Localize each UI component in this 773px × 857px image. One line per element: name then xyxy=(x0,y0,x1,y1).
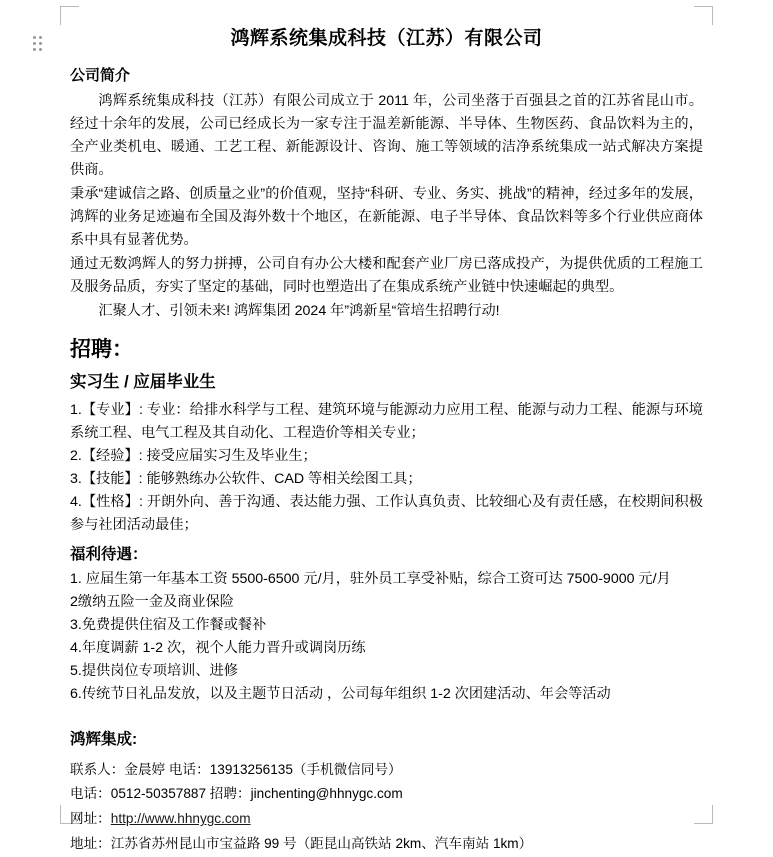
contact-address-line: 地址：江苏省苏州昆山市宝益路 99 号（距昆山高铁站 2km、汽车南站 1km） xyxy=(70,835,533,851)
benefit-item: 1. 应届生第一年基本工资 5500-6500 元/月，驻外员工享受补贴，综合工资可达 7500-9000 元/月 xyxy=(70,571,671,588)
document-content xyxy=(70,26,703,857)
benefit-item: 4.年度调薪 1-2 次，视个人能力晋升或调岗历练 xyxy=(70,640,366,657)
page-title: 鸿辉系统集成科技（江苏）有限公司 xyxy=(230,28,543,49)
page-corner-mark-top-left xyxy=(60,6,79,25)
contact-person-line: 联系人：金晨婷 电话：13913256135（手机微信同号） xyxy=(70,761,402,777)
contact-website-line xyxy=(70,807,703,832)
benefit-item: 2缴纳五险一金及商业保险 xyxy=(70,594,234,611)
requirement-item: 3.【技能】: 能够熟练办公软件、CAD 等相关绘图工具； xyxy=(70,471,422,488)
benefit-item: 5.提供岗位专项培训、进修 xyxy=(70,663,238,680)
intro-paragraph: 鸿辉系统集成科技（江苏）有限公司成立于 2011 年，公司坐落于百强县之首的江苏省昆山市。经过十余年的发展，公司已经成长为一家专注于温差新能源、半导体、生物医药、食品饮料为主的，全产业类机电、暖通、工艺工程、新能源设计、咨询、施工等领域的洁净系统集成一站式解决方案提供商。 xyxy=(70,93,703,179)
intro-paragraph-slogan: 汇聚人才、引领未来! 鸿辉集团 2024 年”鸿新星“管培生招聘行动! xyxy=(98,303,500,320)
intro-heading: 公司简介 xyxy=(70,66,131,84)
requirement-item: 1.【专业】: 专业：给排水科学与工程、建筑环境与能源动力应用工程、能源与动力工程、能源与环境系统工程、电气工程及其自动化、工程造价等相关专业； xyxy=(70,402,703,442)
website-link[interactable]: http://www.hhnygc.com xyxy=(110,811,251,827)
intro-paragraph: 秉承“建诚信之路、创质量之业”的价值观，坚持“科研、专业、务实、挑战”的精神，经过多年的发展，鸿辉的业务足迹遍布全国及海外数十个地区，在新能源、电子半导体、食品饮料等多个行业供应商体系中具有显著优势。 xyxy=(70,186,703,249)
requirement-item: 2.【经验】: 接受应届实习生及毕业生； xyxy=(70,448,317,465)
benefit-item: 3.免费提供住宿及工作餐或餐补 xyxy=(70,617,267,634)
benefits-heading: 福利待遇： xyxy=(70,546,148,564)
position-heading: 实习生 / 应届毕业生 xyxy=(70,373,216,392)
intro-paragraph: 通过无数鸿辉人的努力拼搏，公司自有办公大楼和配套产业厂房已落成投产，为提供优质的工程施工及服务品质，夯实了坚定的基础，同时也塑造出了在集成系统产业链中快速崛起的典型。 xyxy=(70,256,703,296)
drag-handle-icon[interactable] xyxy=(33,36,45,52)
contact-phone-email-line: 电话：0512-50357887 招聘：jinchenting@hhnygc.com xyxy=(70,786,403,802)
benefit-item: 6.传统节日礼品发放，以及主题节日活动 ，公司每年组织 1-2 次团建活动、年会等活动 xyxy=(70,686,611,703)
recruitment-heading: 招聘： xyxy=(70,338,133,362)
website-label: 网址： xyxy=(70,811,111,827)
page-corner-mark-top-right xyxy=(694,6,713,25)
requirement-item: 4.【性格】: 开朗外向、善于沟通、表达能力强、工作认真负责、比较细心及有责任感，在校期间积极参与社团活动最佳； xyxy=(70,494,703,534)
company-contact-heading: 鸿辉集成: xyxy=(70,731,138,749)
